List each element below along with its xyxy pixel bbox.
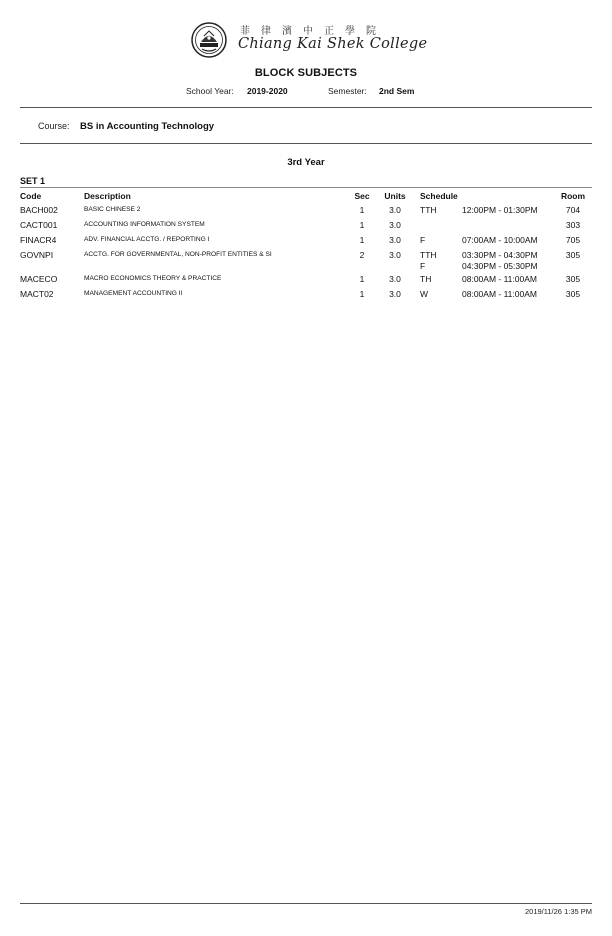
cell-time: 07:00AM - 10:00AM	[462, 235, 538, 245]
school-chinese-name: 菲律濱中正學院	[240, 26, 387, 37]
cell-code: MACECO	[20, 274, 58, 284]
set-divider	[20, 187, 592, 188]
school-seal-logo	[191, 22, 227, 58]
set-label: SET 1	[20, 176, 46, 186]
cell-description: BASIC CHINESE 2	[84, 206, 141, 213]
cell-time-second: 04:30PM - 05:30PM	[462, 261, 538, 271]
course-label: Course:	[38, 121, 70, 131]
cell-room: 305	[565, 250, 581, 260]
school-year-value: 2019-2020	[247, 86, 288, 96]
cell-room: 705	[565, 235, 581, 245]
cell-sec: 1	[359, 205, 365, 215]
cell-code: GOVNPI	[20, 250, 54, 260]
report-title: BLOCK SUBJECTS	[254, 67, 358, 79]
cell-sec: 1	[359, 274, 365, 284]
header-code: Code	[20, 191, 42, 201]
cell-units: 3.0	[389, 250, 401, 260]
cell-units: 3.0	[389, 235, 401, 245]
cell-room: 305	[565, 289, 581, 299]
cell-description: ACCOUNTING INFORMATION SYSTEM	[84, 221, 205, 228]
cell-time: 08:00AM - 11:00AM	[462, 289, 537, 299]
header-divider	[20, 107, 592, 108]
cell-room: 305	[565, 274, 581, 284]
course-value: BS in Accounting Technology	[80, 121, 215, 132]
header-room: Room	[560, 191, 586, 201]
cell-units: 3.0	[389, 274, 401, 284]
cell-sec: 1	[359, 289, 365, 299]
table-row	[0, 250, 612, 274]
cell-time: 08:00AM - 11:00AM	[462, 274, 537, 284]
footer-divider	[20, 903, 592, 904]
cell-days: W	[420, 289, 429, 299]
course-divider	[20, 143, 592, 144]
cell-code: BACH002	[20, 205, 58, 215]
header-description: Description	[84, 191, 131, 201]
table-row	[0, 235, 612, 249]
header-sec: Sec	[354, 191, 370, 201]
cell-code: MACT02	[20, 289, 54, 299]
cell-units: 3.0	[389, 205, 401, 215]
cell-code: CACT001	[20, 220, 58, 230]
cell-room: 704	[565, 205, 581, 215]
cell-days: F	[420, 235, 426, 245]
cell-days: TTH	[420, 205, 437, 215]
cell-description: ACCTG. FOR GOVERNMENTAL, NON-PROFIT ENTITIES & SI	[84, 251, 272, 258]
school-year-label: School Year:	[186, 86, 234, 96]
cell-days: TH	[420, 274, 432, 284]
header-units: Units	[384, 191, 406, 201]
cell-units: 3.0	[389, 220, 401, 230]
cell-code: FINACR4	[20, 235, 57, 245]
cell-room: 303	[565, 220, 581, 230]
cell-sec: 1	[359, 235, 365, 245]
cell-sec: 2	[359, 250, 365, 260]
cell-description: ADV. FINANCIAL ACCTG. / REPORTING I	[84, 236, 210, 243]
cell-sec: 1	[359, 220, 365, 230]
table-row	[0, 289, 612, 303]
semester-value: 2nd Sem	[379, 86, 415, 96]
school-english-name: Chiang Kai Shek College	[238, 36, 428, 52]
semester-label: Semester:	[328, 86, 367, 96]
cell-description: MACRO ECONOMICS THEORY & PRACTICE	[84, 275, 222, 282]
table-row	[0, 220, 612, 234]
table-row	[0, 205, 612, 219]
cell-units: 3.0	[389, 289, 401, 299]
cell-time: 12:00PM - 01:30PM	[462, 205, 538, 215]
cell-description: MANAGEMENT ACCOUNTING II	[84, 290, 183, 297]
print-timestamp: 2019/11/26 1:35 PM	[525, 907, 592, 916]
cell-days-second: F	[420, 261, 426, 271]
cell-time: 03:30PM - 04:30PM	[462, 250, 538, 260]
year-level: 3rd Year	[287, 157, 325, 168]
header-schedule: Schedule	[420, 191, 458, 201]
cell-days: TTH	[420, 250, 437, 260]
table-row	[0, 274, 612, 288]
